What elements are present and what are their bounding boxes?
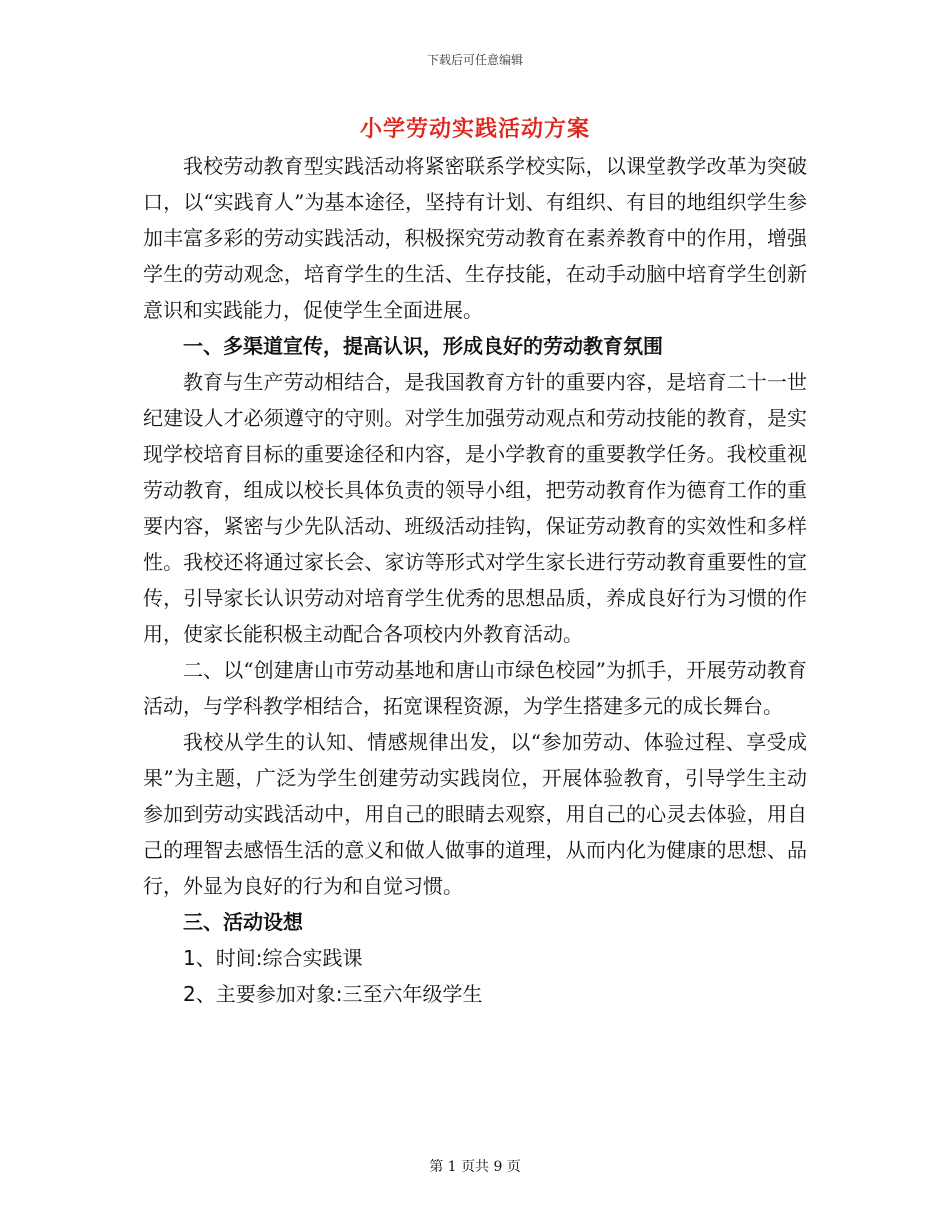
page-header-note: 下载后可任意编辑 [426,53,523,67]
section-heading-1: 一、多渠道宣传，提高认识，形成良好的劳动教育氛围 [183,334,663,358]
list-item-time: 1、时间:综合实践课 [183,946,363,970]
section-heading-3: 三、活动设想 [183,910,303,934]
document-body [143,148,807,1012]
intro-paragraph: 我校劳动教育型实践活动将紧密联系学校实际，以课堂教学改革为突破口，以“实践育人”为基本途径，坚持有计划、有组织、有目的地组织学生参加丰富多彩的劳动实践活动，积极探究劳动教育在素养教育中的作用，增强学生的劳动观念，培育学生的生活、生存技能，在动手动脑中培育学生创新意识和实践能力，促使学生全面进展。 [143,154,807,322]
page-footer-number: 第 1 页共 9 页 [429,1159,521,1175]
section-heading-2: 二、以“创建唐山市劳动基地和唐山市绿色校园”为抓手，开展劳动教育活动，与学科教学相结合，拓宽课程资源，为学生搭建多元的成长舞台。 [143,658,807,718]
section-2-paragraph: 我校从学生的认知、情感规律出发，以“参加劳动、体验过程、享受成果”为主题，广泛为学生创建劳动实践岗位，开展体验教育，引导学生主动参加到劳动实践活动中，用自己的眼睛去观察，用自己的心灵去体验，用自己的理智去感悟生活的意义和做人做事的道理，从而内化为健康的思想、品行，外显为良好的行为和自觉习惯。 [143,730,807,898]
section-1-paragraph: 教育与生产劳动相结合，是我国教育方针的重要内容，是培育二十一世纪建设人才必须遵守的守则。对学生加强劳动观点和劳动技能的教育，是实现学校培育目标的重要途径和内容，是小学教育的重要教学任务。我校重视劳动教育，组成以校长具体负责的领导小组，把劳动教育作为德育工作的重要内容，紧密与少先队活动、班级活动挂钩，保证劳动教育的实效性和多样性。我校还将通过家长会、家访等形式对学生家长进行劳动教育重要性的宣传，引导家长认识劳动对培育学生优秀的思想品质，养成良好行为习惯的作用，使家长能积极主动配合各项校内外教育活动。 [143,370,807,646]
list-item-participants: 2、主要参加对象:三至六年级学生 [183,982,483,1006]
document-title: 小学劳动实践活动方案 [359,116,590,142]
